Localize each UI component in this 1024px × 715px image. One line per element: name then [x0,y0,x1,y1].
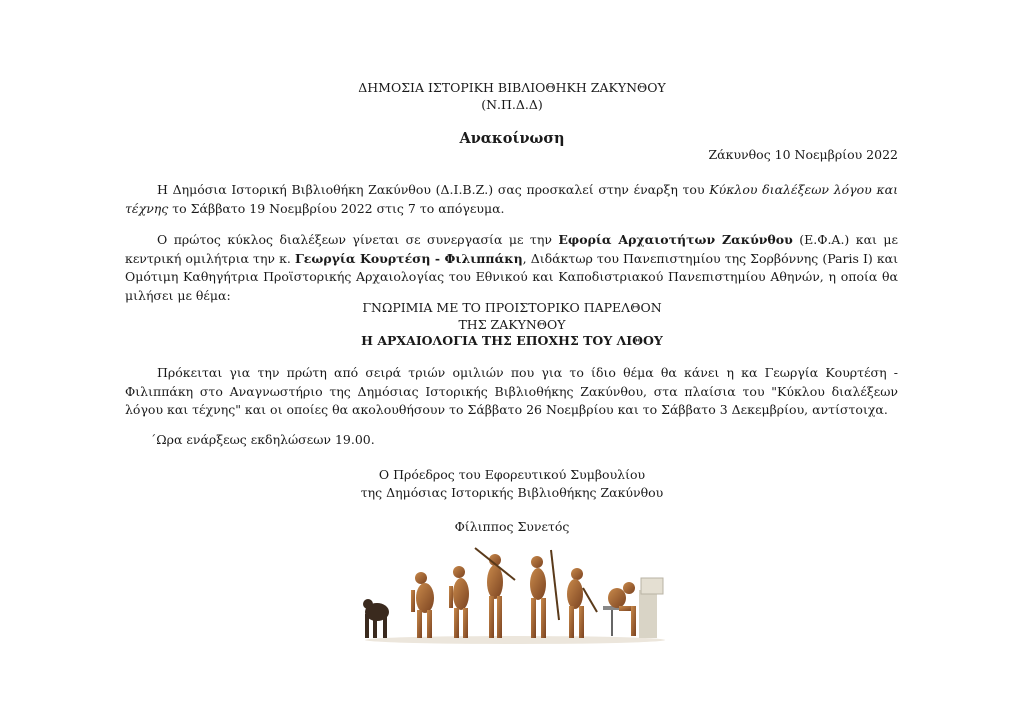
signature-role-1: Ο Πρόεδρος του Εφορευτικού Συμβουλίου [378,467,646,482]
ape-figure [363,599,389,638]
page-title: Ανακοίνωση [459,130,565,147]
computer-user-figure [603,578,663,638]
org-name: ΔΗΜΟΣΙΑ ΙΣΤΟΡΙΚΗ ΒΙΒΛΙΟΘΗΚΗ ΖΑΚΥΝΘΟΥ [358,80,666,95]
start-time: ΄Ωρα ενάρξεως εκδηλώσεων 19.00. [150,432,375,447]
hominid-figure-4 [530,550,559,638]
series-name: Κύκλου διαλέξεων λόγου και τέχνης [125,182,898,216]
org-type: (Ν.Π.Δ.Δ) [481,97,543,112]
topic-line-2: ΤΗΣ ΖΑΚΥΝΘΟΥ [458,317,566,332]
partner-name: Εφορία Αρχαιοτήτων Ζακύνθου [558,232,793,247]
hominid-figure-5 [567,568,597,638]
paragraph-series-info: Πρόκειται για την πρώτη από σειρά τριών ομιλιών που για το ίδιο θέμα θα κάνει η κα Γεωργία Κουρτέση - Φιλιππάκη στο Αναγνωστήριο της Δημόσιας Ιστορικής Βιβλιοθήκης Ζακύνθου, στα πλαίσια του "Κύκλου διαλέξεων λόγου και τέχνης" και οι οποίες θα ακολουθήσουν το Σάββατο 26 Νοεμβρίου και το Σάββατο 3 Δεκεμβρίου, αντίστοιχα. [125,365,898,417]
topic-line-3: Η ΑΡΧΑΙΟΛΟΓΙΑ ΤΗΣ ΕΠΟΧΗΣ ΤΟΥ ΛΙΘΟΥ [361,333,663,348]
hominid-figure-2 [449,566,469,638]
signature-role-2: της Δημόσιας Ιστορικής Βιβλιοθήκης Ζακύνθου [360,485,664,500]
speaker-name: Γεωργία Κουρτέση - Φιλιππάκη [294,250,523,266]
topic-line-1: ΓΝΩΡΙΜΙΑ ΜΕ ΤΟ ΠΡΟΙΣΤΟΡΙΚΟ ΠΑΡΕΛΘΟΝ [362,300,662,315]
paragraph-invitation: Η Δημόσια Ιστορική Βιβλιοθήκη Ζακύνθου (Δ.Ι.Β.Ζ.) σας προσκαλεί στην έναρξη του Κύκλου διαλέξεων λόγου και τέχνης το Σάββατο 19 Νοεμβρίου 2022 στις 7 το απόγευμα. [125,182,898,216]
announcement-date: Ζάκυνθος 10 Νοεμβρίου 2022 [708,147,898,162]
hominid-figure-3 [475,548,515,638]
hominid-figure-1 [411,572,434,638]
paragraph-speaker: Ο πρώτος κύκλος διαλέξεων γίνεται σε συνεργασία με την Εφορία Αρχαιοτήτων Ζακύνθου (Ε.Φ.Α.) και με κεντρική ομιλήτρια την κ. Γεωργία Κουρτέση - Φιλιππάκη, Διδάκτωρ του Πανεπιστημίου της Σορβόννης (Paris I) και Ομότιμη Καθηγήτρια Προϊστορικής Αρχαιολογίας του Εθνικού και Καποδιστριακού Πανεπιστημίου Αθηνών, η οποία θα μιλήσει με θέμα: [125,232,898,303]
signature-name: Φίλιππος Συνετός [454,519,570,534]
evolution-illustration [355,540,675,648]
